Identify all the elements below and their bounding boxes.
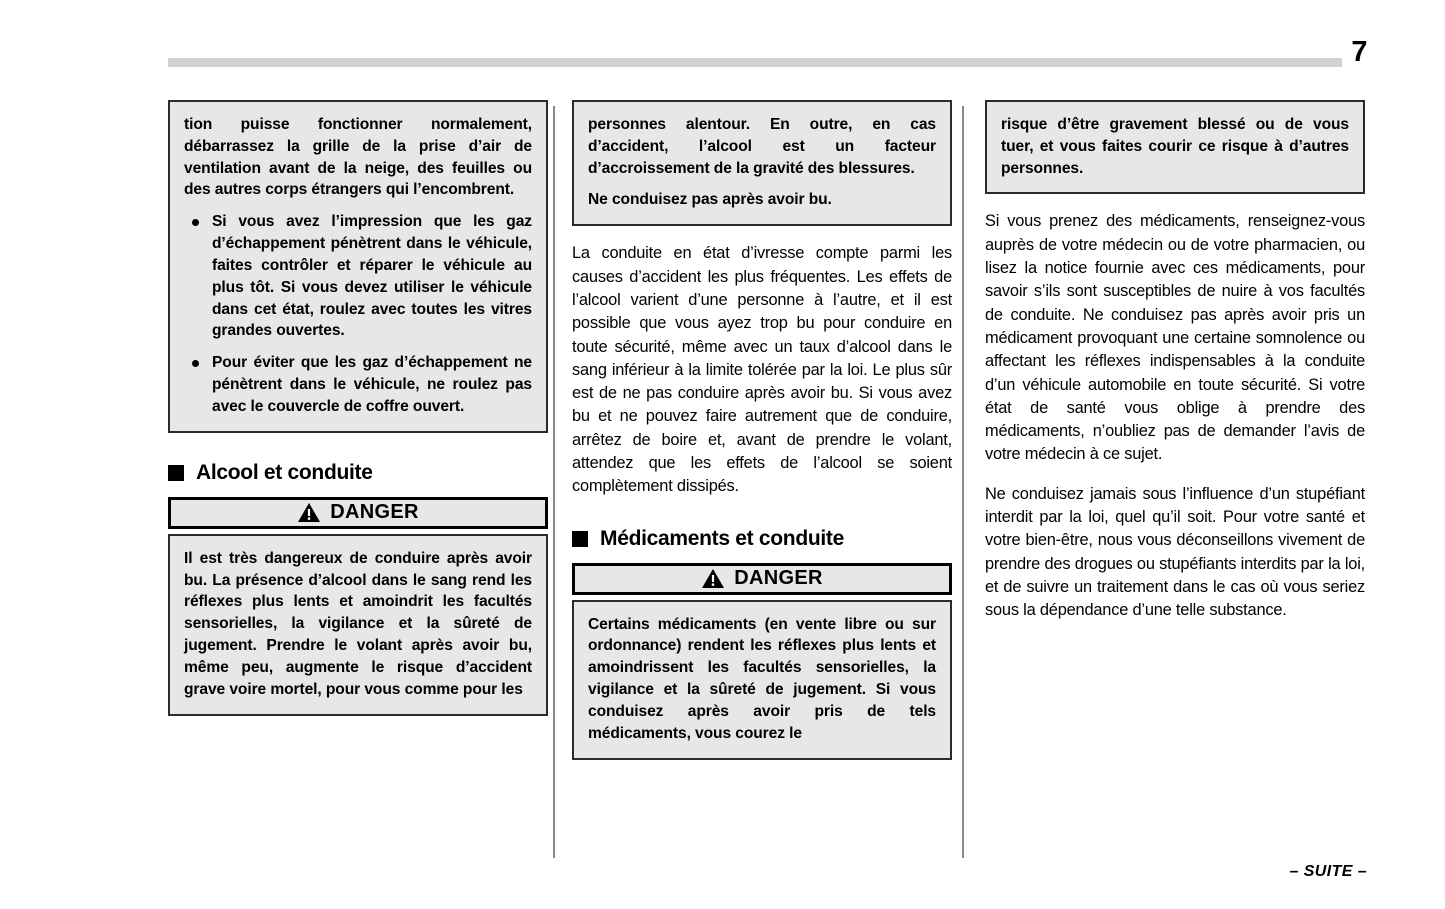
danger-continuation-paragraph-1: personnes alentour. En outre, en cas d’accident, l’alcool est un facteur d’accroissement de la gravité des blessures. [588,116,936,177]
column-divider-2 [962,106,964,858]
danger-box-medicaments-continued [985,100,1365,194]
section-heading-medicaments [572,527,952,551]
exhaust-warning-bullet-list [184,211,532,417]
section-heading-label: Médicaments et conduite [600,526,844,550]
warning-triangle-icon [701,568,725,589]
header-rule [168,58,1342,67]
column-3 [985,100,1365,623]
warning-triangle-icon [297,502,321,523]
column-1 [168,100,548,716]
list-item: Pour éviter que les gaz d’échappement ne pénètrent dans le véhicule, ne roulez pas avec le couvercle de coffre ouvert. [184,352,532,417]
body-paragraph-medicaments: Si vous prenez des médicaments, renseignez-vous auprès de votre médecin ou de votre pharmacien, ou lisez la notice fournie avec ces médicaments, pour savoir s’ils sont susceptibles de nuire à vos facultés de conduite. Ne conduisez pas après avoir pris un médicament provoquant une certaine somnolence ou affectant les réflexes indispensables à la conduite d’un véhicule automobile en toute sécurité. Si votre état de santé vous oblige à prendre des médicaments, n’oubliez pas de demander l’avis de votre médecin à ce sujet. [985,212,1365,464]
danger-banner-alcool [168,497,548,529]
danger-continuation-text: risque d’être gravement blessé ou de vous tuer, et vous faites courir ce risque à d’autres personnes. [1001,116,1349,177]
list-item: Si vous avez l’impression que les gaz d’échappement pénètrent dans le véhicule, faites contrôler et réparer le véhicule au plus tôt. Si vous devez utiliser le véhicule dans cet état, roulez avec toutes les vitres grandes ouvertes. [184,211,532,342]
danger-box-medicaments [572,600,952,760]
danger-box-text: Il est très dangereux de conduire après avoir bu. La présence d’alcool dans le sang rend les réflexes plus lents et amoindrit les facultés sensorielles, la vigilance et la sûreté de jugement. Prendre le volant après avoir bu, même peu, augmente le risque d’accident grave voire mortel, pour vous comme pour les [184,549,532,698]
danger-banner-label: DANGER [734,567,823,590]
section-heading-label: Alcool et conduite [196,460,373,484]
footer-continued-label: – SUITE – [1289,863,1367,880]
square-bullet-icon [168,465,184,481]
danger-box-alcool [168,534,548,716]
body-paragraph-alcool: La conduite en état d’ivresse compte parmi les causes d’accident les plus fréquentes. Les effets de l’alcool varient d’une personne à l’autre, et il est possible que vous ayez trop bu pour conduire en toute sécurité, même avec un taux d’alcool dans le sang inférieur à la limite tolérée par la loi. Le plus sûr est de ne pas conduire après avoir bu. Si vous avez bu et ne pouvez faire autrement que de conduire, arrêtez de boire et, avant de prendre le volant, attendez que les effets de l’alcool se soient complètement dissipés. [572,244,952,496]
danger-banner-medicaments [572,563,952,595]
column-divider-1 [553,106,555,858]
danger-continuation-paragraph-2: Ne conduisez pas après avoir bu. [588,191,832,209]
three-column-layout [0,100,1445,860]
column-2 [572,100,952,760]
body-paragraph-stupefiants: Ne conduisez jamais sous l’influence d’un stupéfiant interdit par la loi, quel qu’il soit. Pour votre santé et votre bien-être, nous vous déconseillons vivement de prendre des drogues ou stupéfiants interdits par la loi, et de suivre un traitement dans le cas où vous seriez sous la dépendance d’une telle substance. [985,484,1365,620]
danger-box-text: Certains médicaments (en vente libre ou sur ordonnance) rendent les réflexes plus lents et amoindrissent les facultés sensorielles, la vigilance et la sûreté de jugement. Si vous conduisez après avoir pris de tels médicaments, vous courez le [588,615,936,742]
square-bullet-icon [572,531,588,547]
exhaust-warning-intro: tion puisse fonctionner normalement, débarrassez la grille de la prise d’air de ventilation avant de la neige, des feuilles ou des autres corps étrangers qui l’encombrent. [184,116,532,199]
exhaust-warning-box [168,100,548,433]
danger-box-alcool-continued [572,100,952,226]
danger-banner-label: DANGER [330,501,419,524]
section-heading-alcool [168,461,548,485]
page-number: 7 [1351,36,1367,68]
